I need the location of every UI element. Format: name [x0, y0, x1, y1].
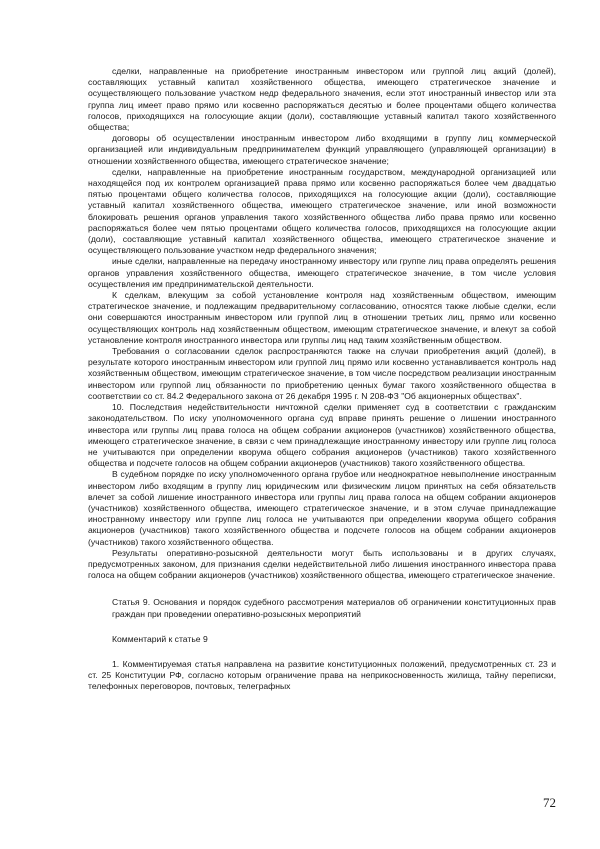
page-number: 72	[543, 795, 556, 810]
paragraph: К сделкам, влекущим за собой установление контроля над хозяйственным обществом, имеющим стратегическое значение, и подлежащим предварительному согласованию, относятся также любые сделки, если они совершаются иностранным инвестором или группой лиц в отношении третьих лиц, прямо или косвенно осуществляющих контроль над хозяйственным обществом, имеющим стратегическое значение, и влекут за собой установление контроля иностранного инвестора или группы лиц над таким хозяйственным обществом.	[88, 290, 556, 345]
paragraph: 10. Последствия недействительности ничтожной сделки применяет суд в соответствии с гражданским законодательством. По иску уполномоченного органа суд вправе принять решение о лишении иностранного инвестора или группы лиц права голоса на общем собрании акционеров (участников) хозяйственного общества, имеющего стратегическое значение, в связи с чем принадлежащие иностранному инвестору или группе лиц голоса не учитываются при определении кворума общего собрания акционеров (участников) такого хозяйственного общества и подсчете голосов на общем собрании акционеров (участников) такого хозяйственного общества.	[88, 402, 556, 469]
commentary-title: Комментарий к статье 9	[112, 633, 208, 644]
paragraph: иные сделки, направленные на передачу иностранному инвестору или группе лиц права определять решения органов управления хозяйственного общества, имеющего стратегическое значение, в том числе условия осуществления им предпринимательской деятельности.	[88, 256, 556, 289]
document-body	[88, 66, 556, 693]
paragraph: договоры об осуществлении иностранным инвестором либо входящими в группу лиц коммерческой организацией или индивидуальным предпринимателем функций управляющего (управляющей организации) в отношении хозяйственного общества, имеющего стратегическое значение;	[88, 133, 556, 166]
commentary-paragraph: 1. Комментируемая статья направлена на развитие конституционных положений, предусмотренных ст. 23 и ст. 25 Конституции РФ, согласно которым ограничение права на неприкосновенность жилища, тайну переписки, телефонных переговоров, почтовых, телеграфных	[88, 658, 556, 692]
paragraph: Результаты оперативно-розыскной деятельности могут быть использованы и в других случаях, предусмотренных законом, для признания сделки недействительной либо лишения иностранного инвестора права голоса на общем собрании акционеров (участников) хозяйственного общества, имеющего стратегическое значение.	[88, 547, 556, 581]
paragraph: В судебном порядке по иску уполномоченного органа грубое или неоднократное невыполнение иностранным инвестором либо входящим в группу лиц юридическим или физическим лицом принятых на себя обязательств влечет за собой лишение иностранного инвестора или группы лиц права голоса на общем собрании акционеров (участников) хозяйственного общества, имеющего стратегическое значение, и в этом случае принадлежащие иностранному инвестору или группе лиц голоса не учитываются при определении кворума общего собрания акционеров (участников) такого хозяйственного общества и подсчете голосов на общем собрании акционеров (участников) такого хозяйственного общества.	[88, 469, 556, 547]
paragraph: сделки, направленные на приобретение иностранным инвестором или группой лиц акций (долей), составляющих уставный капитал хозяйственного общества, имеющего стратегическое значение и осуществляющего пользование участком недр федерального значения, если этот иностранный инвестор или эта группа лиц имеет право прямо или косвенно распоряжаться десятью и более процентами общего количества голосов, приходящихся на голосующие акции (доли), составляющие уставный капитал такого хозяйственного общества;	[88, 66, 556, 133]
paragraph: Требования о согласовании сделок распространяются также на случаи приобретения акций (долей), в результате которого иностранным инвестором или группой лиц прямо или косвенно устанавливается контроль над хозяйственным обществом, имеющим стратегическое значение, в том числе посредством реализации иностранным инвестором или группой лиц обязанности по приобретению ценных бумаг такого хозяйственного общества в соответствии со ст. 84.2 Федерального закона от 26 декабря 1995 г. N 208-ФЗ "Об акционерных обществах".	[88, 346, 556, 401]
article-title: Статья 9. Основания и порядок судебного рассмотрения материалов об ограничении конституционных прав граждан при проведении оперативно-розыскных мероприятий	[112, 597, 556, 619]
paragraph: сделки, направленные на приобретение иностранным государством, международной организацией или находящейся под их контролем организацией права прямо или косвенно распоряжаться более чем двадцатью пятью процентами общего количества голосов, приходящихся на голосующие акции (доли), составляющие уставный капитал хозяйственного общества, имеющего стратегическое значение, или иной возможности блокировать решения органов управления такого хозяйственного общества либо права прямо или косвенно распоряжаться более чем пятью процентами общего количества голосов, приходящихся на голосующие акции (доли), составляющие уставный капитал хозяйственного общества, имеющего стратегическое значение и осуществляющего пользование участком недр федерального значения;	[88, 166, 556, 256]
